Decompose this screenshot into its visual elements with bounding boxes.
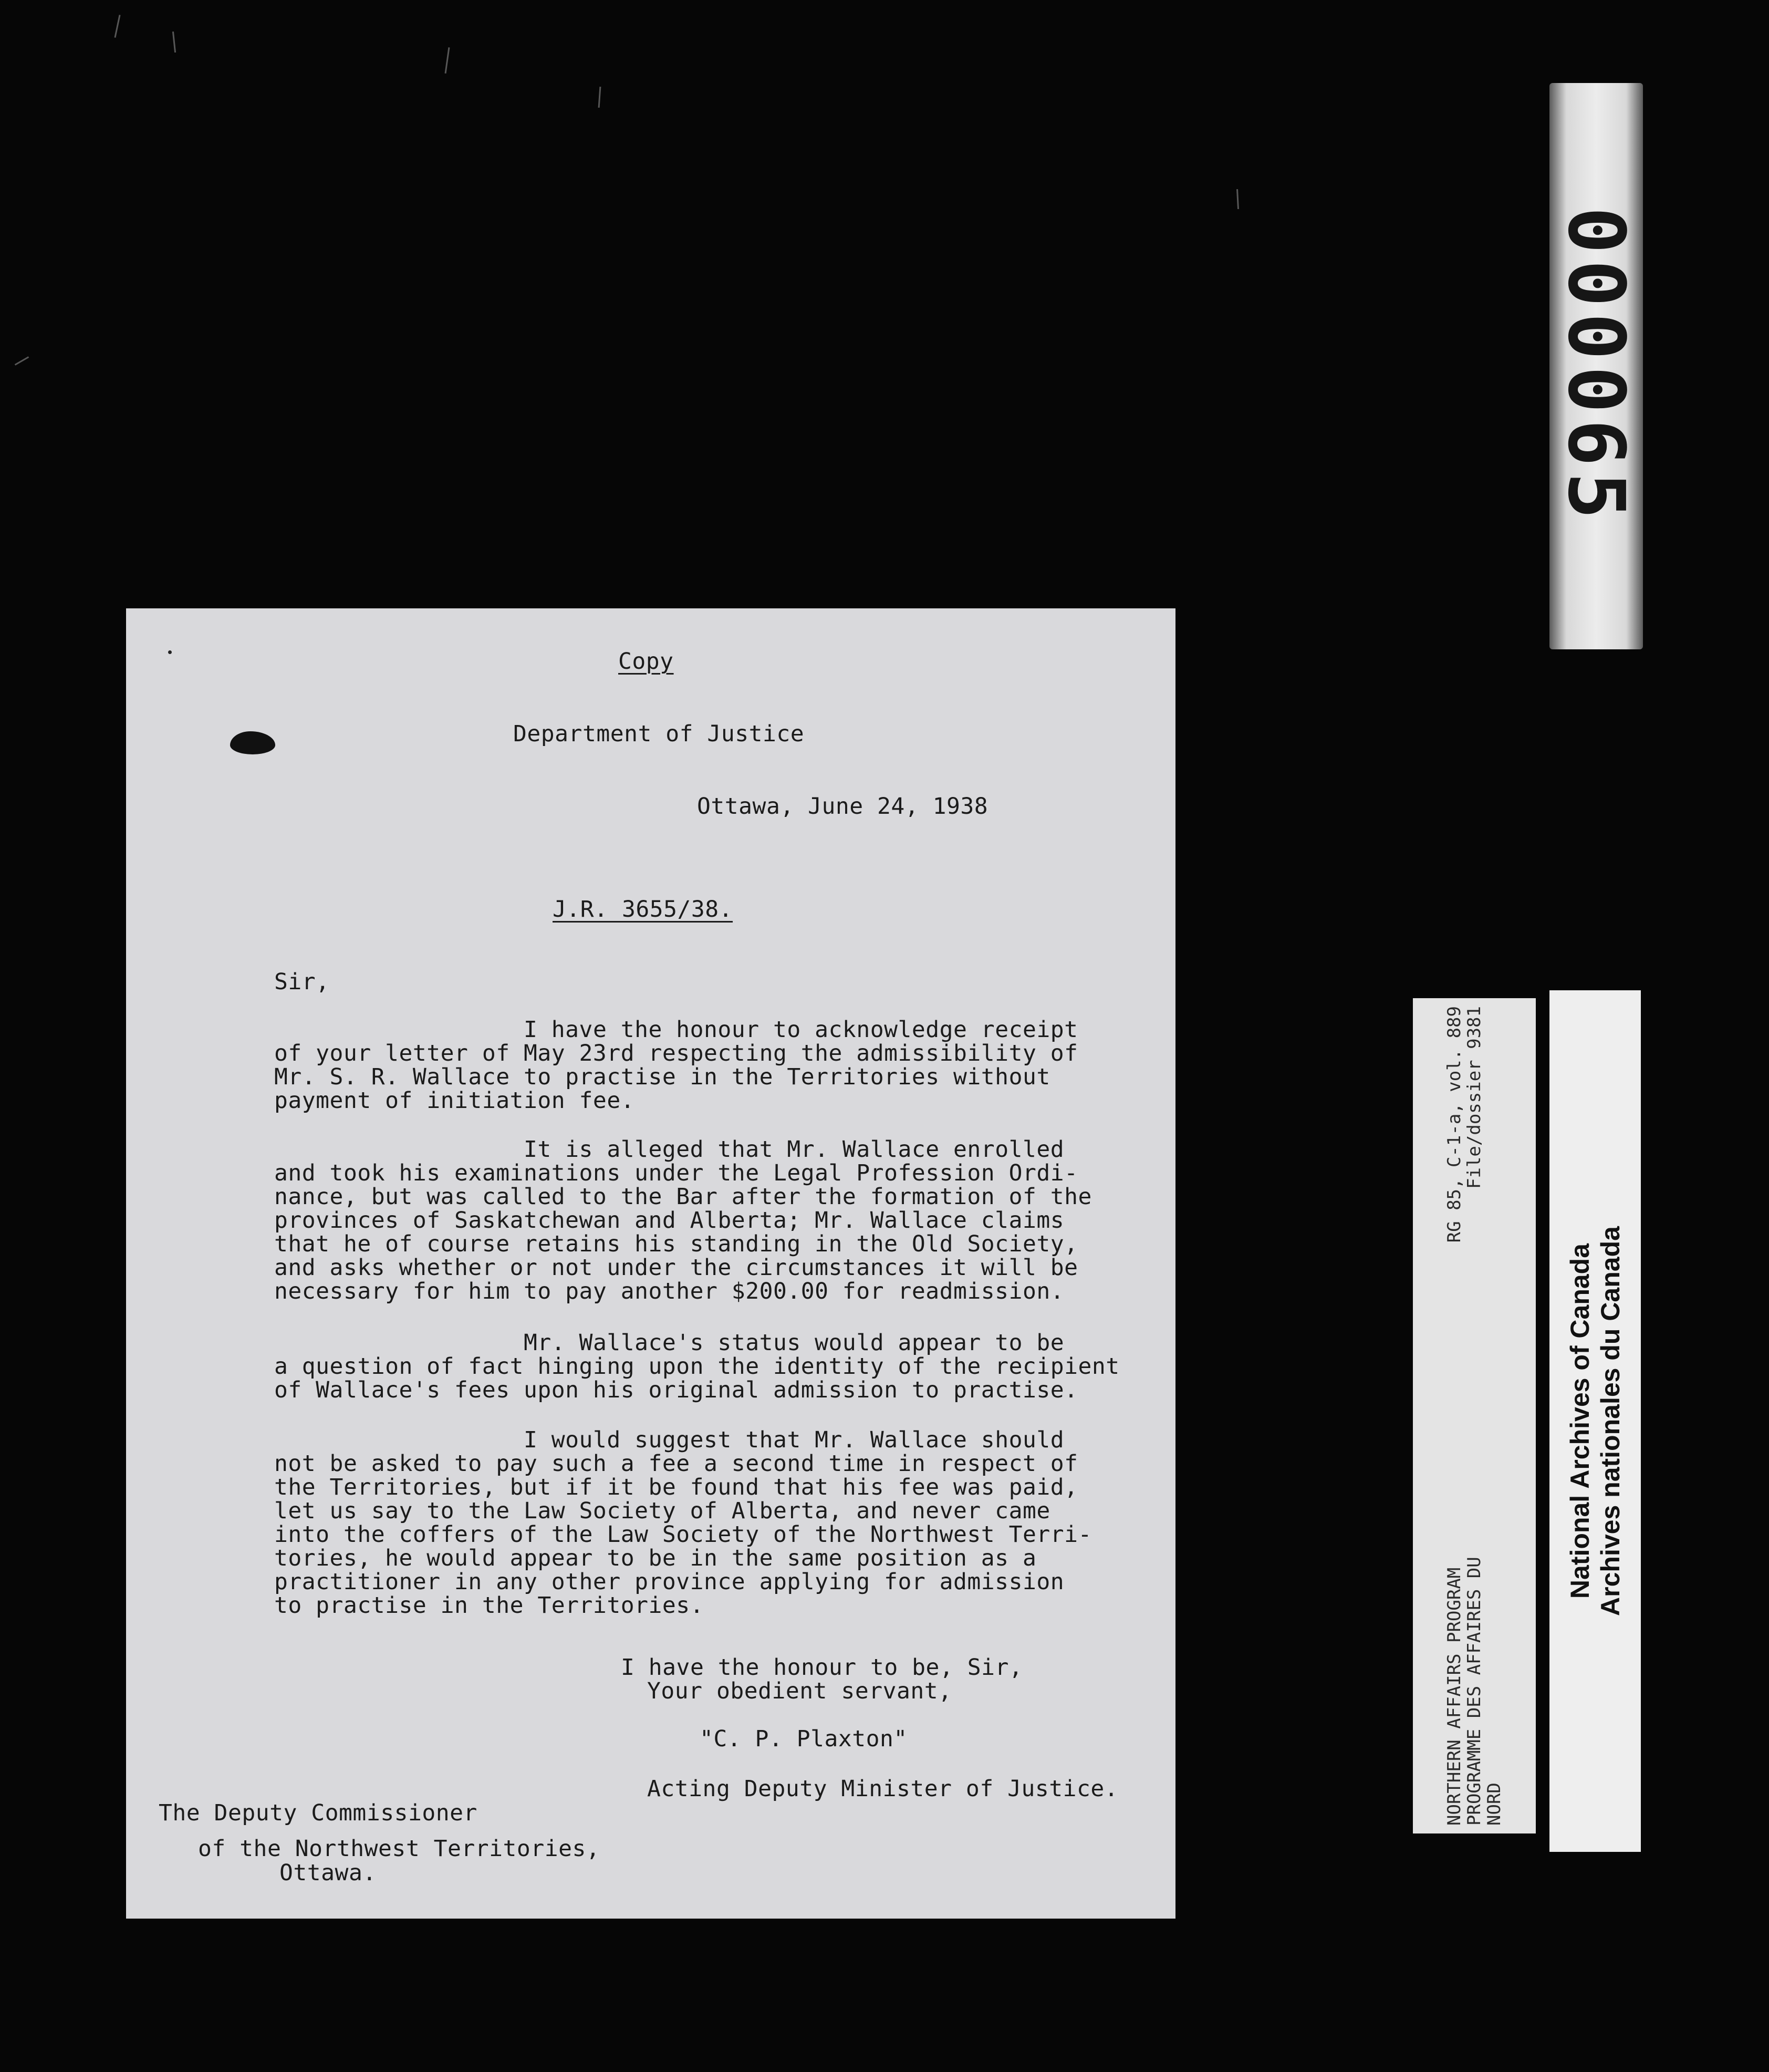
body-line: and asks whether or not under the circumstances it will be bbox=[274, 1255, 1078, 1281]
body-line: to practise in the Territories. bbox=[274, 1592, 704, 1619]
body-line: of Wallace's fees upon his original admission to practise. bbox=[274, 1377, 1078, 1403]
film-scratch bbox=[172, 32, 176, 53]
addressee-line: The Deputy Commissioner bbox=[159, 1800, 477, 1826]
body-line: payment of initiation fee. bbox=[274, 1087, 635, 1114]
film-scratch bbox=[1236, 189, 1239, 209]
body-line: into the coffers of the Law Society of the Northwest Terri- bbox=[274, 1521, 1092, 1548]
frame-counter-strip bbox=[1549, 83, 1643, 649]
salutation: Sir, bbox=[274, 969, 330, 995]
program-english: NORTHERN AFFAIRS PROGRAM bbox=[1444, 1567, 1465, 1826]
body-line: tories, he would appear to be in the same position as a bbox=[274, 1545, 1037, 1571]
body-line: practitioner in any other province applying for admission bbox=[274, 1569, 1065, 1595]
body-line: that he of course retains his standing in the Old Society, bbox=[274, 1231, 1078, 1257]
frame-counter: 000065 bbox=[1551, 206, 1641, 526]
addressee-line: Ottawa. bbox=[279, 1860, 377, 1886]
body-line: necessary for him to pay another $200.00 for readmission. bbox=[274, 1278, 1065, 1304]
archives-name-english: National Archives of Canada bbox=[1565, 1243, 1595, 1599]
body-line: and took his examinations under the Legal Profession Ordi- bbox=[274, 1160, 1078, 1186]
place-date: Ottawa, June 24, 1938 bbox=[697, 793, 988, 820]
closing-line: I have the honour to be, Sir, bbox=[621, 1654, 1023, 1681]
paper-speck bbox=[168, 650, 172, 654]
body-line: Mr. S. R. Wallace to practise in the Territories without bbox=[274, 1064, 1050, 1090]
closing-line: Your obedient servant, bbox=[647, 1678, 952, 1704]
body-line: Mr. Wallace's status would appear to be bbox=[524, 1330, 1065, 1356]
film-scratch bbox=[114, 15, 120, 38]
ink-blot bbox=[230, 731, 275, 754]
film-scratch bbox=[15, 356, 29, 366]
film-scratch bbox=[445, 47, 450, 74]
signature: "C. P. Plaxton" bbox=[700, 1726, 908, 1752]
national-archives-label bbox=[1549, 990, 1641, 1852]
body-line: I would suggest that Mr. Wallace should bbox=[524, 1427, 1065, 1453]
body-line: It is alleged that Mr. Wallace enrolled bbox=[524, 1136, 1065, 1163]
body-line: nance, but was called to the Bar after the formation of the bbox=[274, 1184, 1092, 1210]
body-line: provinces of Saskatchewan and Alberta; Mr. Wallace claims bbox=[274, 1207, 1065, 1234]
signer-title: Acting Deputy Minister of Justice. bbox=[647, 1776, 1119, 1802]
program-french-2: NORD bbox=[1484, 1783, 1505, 1826]
department-heading: Department of Justice bbox=[513, 721, 805, 747]
reference-number: J.R. 3655/38. bbox=[553, 896, 733, 923]
program-french: PROGRAMME DES AFFAIRES DU bbox=[1464, 1557, 1485, 1826]
archives-name-french: Archives nationales du Canada bbox=[1596, 1226, 1625, 1616]
file-number: File/dossier 9381 bbox=[1464, 1006, 1485, 1189]
copy-heading: Copy bbox=[618, 648, 674, 675]
body-line: of your letter of May 23rd respecting the admissibility of bbox=[274, 1040, 1078, 1066]
body-line: I have the honour to acknowledge receipt bbox=[524, 1017, 1078, 1043]
record-group: RG 85, C-1-a, vol. 889 bbox=[1444, 1006, 1465, 1243]
film-scratch bbox=[598, 87, 601, 108]
archive-reference-card bbox=[1413, 998, 1536, 1833]
body-line: let us say to the Law Society of Alberta, and never came bbox=[274, 1498, 1050, 1524]
addressee-line: of the Northwest Territories, bbox=[198, 1836, 600, 1862]
body-line: the Territories, but if it be found that his fee was paid, bbox=[274, 1474, 1078, 1500]
body-line: not be asked to pay such a fee a second time in respect of bbox=[274, 1451, 1078, 1477]
body-line: a question of fact hinging upon the identity of the recipient bbox=[274, 1353, 1120, 1380]
letter-page bbox=[126, 608, 1175, 1919]
